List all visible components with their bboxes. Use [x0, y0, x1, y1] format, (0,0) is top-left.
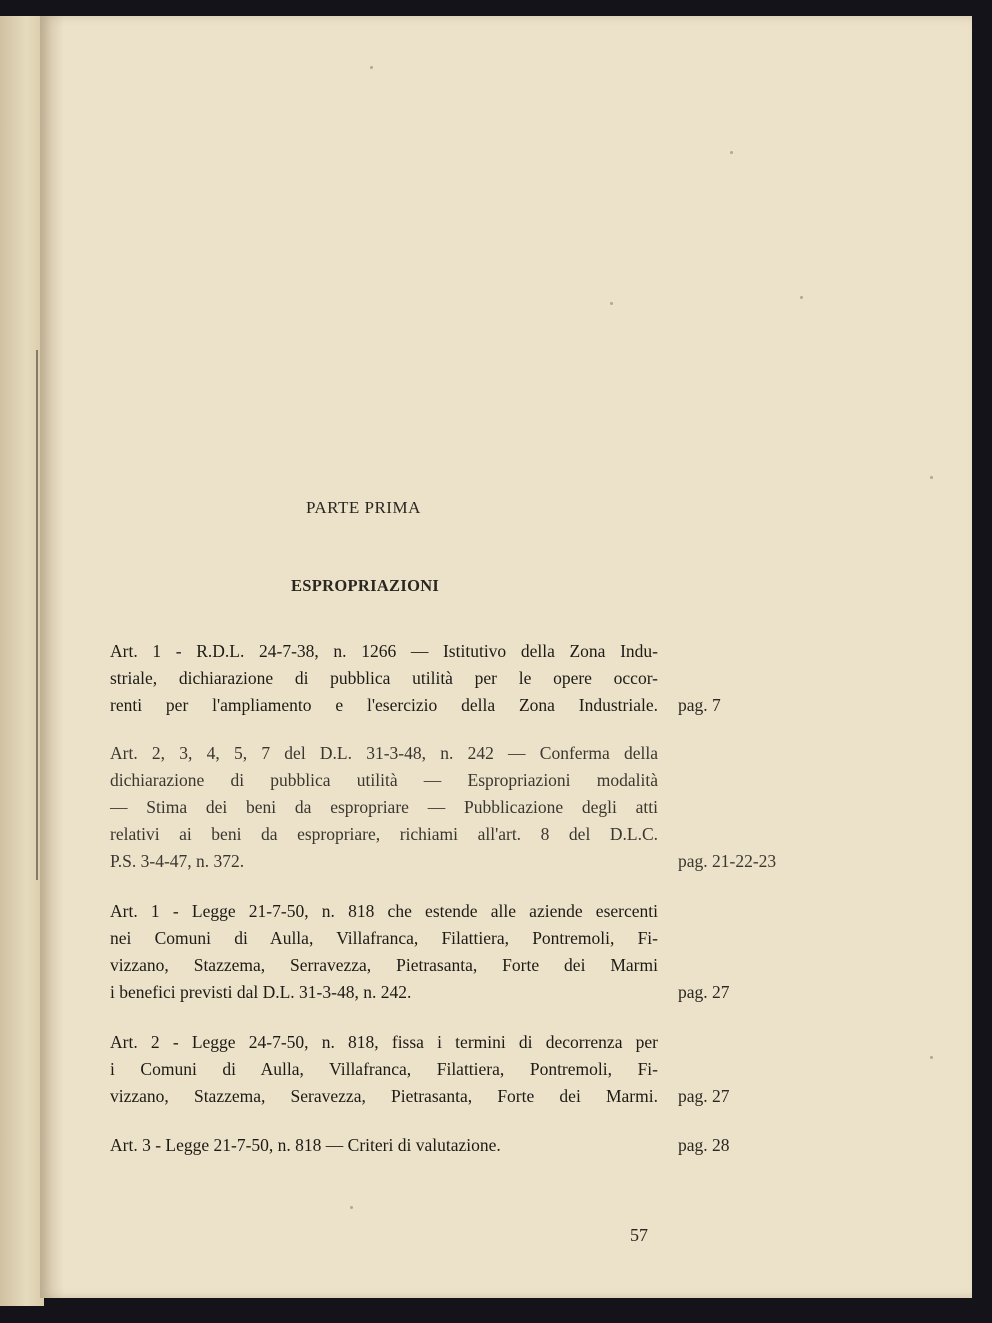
entry-line: Art. 1 - Legge 21-7-50, n. 818 che estende alle aziende esercenti: [110, 901, 658, 921]
binding-shadow-line: [36, 350, 38, 880]
paper-speck: [730, 151, 733, 154]
page-reference: pag. 27: [678, 1086, 730, 1106]
index-entry: [110, 1029, 658, 1110]
index-entry: [110, 1132, 658, 1159]
page-reference: pag. 21-22-23: [678, 851, 777, 871]
paper-speck: [800, 296, 803, 299]
entry-line: — Stima dei beni da espropriare — Pubblicazione degli atti: [110, 797, 658, 817]
index-entry: [110, 740, 658, 875]
entry-line: striale, dichiarazione di pubblica utilità per le opere occor-: [110, 668, 658, 688]
entry-line: dichiarazione di pubblica utilità — Espropriazioni modalità: [110, 770, 658, 790]
index-entry: [110, 898, 658, 1006]
page-reference: pag. 7: [678, 695, 721, 715]
entry-line: vizzano, Stazzema, Seravezza, Pietrasanta, Forte dei Marmi.: [110, 1086, 658, 1106]
entry-line: Art. 2 - Legge 24-7-50, n. 818, fissa i termini di decorrenza per: [110, 1032, 658, 1052]
index-entry: [110, 638, 658, 719]
entry-line: i benefici previsti dal D.L. 31-3-48, n. 242.: [110, 982, 412, 1002]
paper-speck: [350, 1206, 353, 1209]
page-reference: pag. 27: [678, 982, 730, 1002]
entry-line: Art. 1 - R.D.L. 24-7-38, n. 1266 — Istitutivo della Zona Indu-: [110, 641, 658, 661]
entry-line: Art. 3 - Legge 21-7-50, n. 818 — Criteri di valutazione.: [110, 1135, 501, 1155]
entry-line: i Comuni di Aulla, Villafranca, Filattiera, Pontremoli, Fi-: [110, 1059, 658, 1079]
entry-line: nei Comuni di Aulla, Villafranca, Filattiera, Pontremoli, Fi-: [110, 928, 658, 948]
entry-line: relativi ai beni da espropriare, richiami all'art. 8 del D.L.C.: [110, 824, 658, 844]
paper-speck: [930, 1056, 933, 1059]
section-title: PARTE PRIMA: [306, 498, 421, 517]
chapter-heading: ESPROPRIAZIONI: [291, 576, 440, 595]
paper-speck: [610, 302, 613, 305]
entry-line: P.S. 3-4-47, n. 372.: [110, 851, 245, 871]
page-gutter-shadow: [40, 16, 64, 1298]
page-number: 57: [630, 1225, 648, 1245]
entry-line: renti per l'ampliamento e l'esercizio della Zona Industriale.: [110, 695, 658, 715]
book-page: [40, 16, 972, 1298]
page-reference: pag. 28: [678, 1135, 730, 1155]
entry-line: vizzano, Stazzema, Serravezza, Pietrasanta, Forte dei Marmi: [110, 955, 658, 975]
entry-line: Art. 2, 3, 4, 5, 7 del D.L. 31-3-48, n. 242 — Conferma della: [110, 743, 658, 763]
paper-speck: [930, 476, 933, 479]
paper-speck: [370, 66, 373, 69]
